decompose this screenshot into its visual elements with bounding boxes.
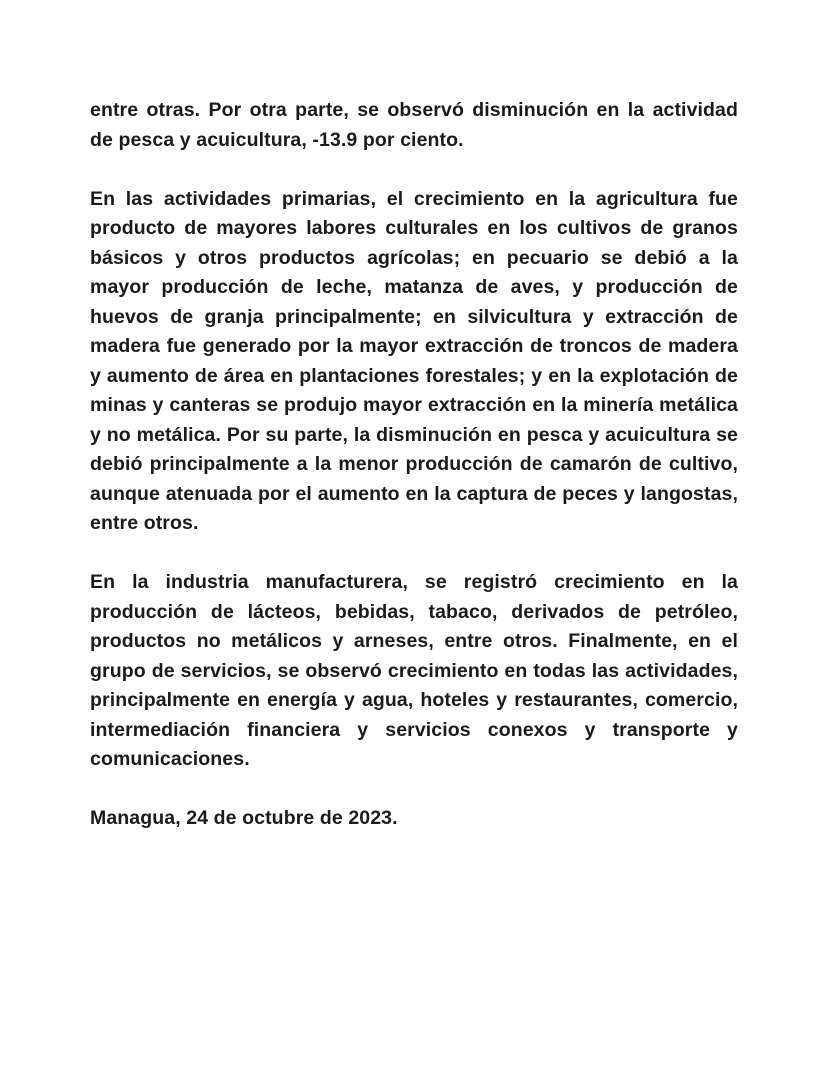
paragraph-dateline: Managua, 24 de octubre de 2023. (90, 807, 398, 829)
paragraph-continuation: entre otras. Por otra parte, se observó disminución en la actividad de pesca y acuicultura, -13.9 por ciento. (90, 99, 738, 151)
document-body (90, 96, 738, 834)
paragraph-actividades-primarias: En las actividades primarias, el crecimiento en la agricultura fue producto de mayores labores culturales en los cultivos de granos básicos y otros productos agrícolas; en pecuario se debió a la mayor producción de leche, matanza de aves, y producción de huevos de granja principalmente; en silvicultura y extracción de madera fue generado por la mayor extracción de troncos de madera y aumento de área en plantaciones forestales; y en la explotación de minas y canteras se produjo mayor extracción en la minería metálica y no metálica. Por su parte, la disminución en pesca y acuicultura se debió principalmente a la menor producción de camarón de cultivo, aunque atenuada por el aumento en la captura de peces y langostas, entre otros. (90, 187, 738, 534)
paragraph-industria-manufacturera: En la industria manufacturera, se registró crecimiento en la producción de lácteos, bebidas, tabaco, derivados de petróleo, productos no metálicos y arneses, entre otros. Finalmente, en el grupo de servicios, se observó crecimiento en todas las actividades, principalmente en energía y agua, hoteles y restaurantes, comercio, intermediación financiera y servicios conexos y transporte y comunicaciones. (90, 571, 738, 770)
